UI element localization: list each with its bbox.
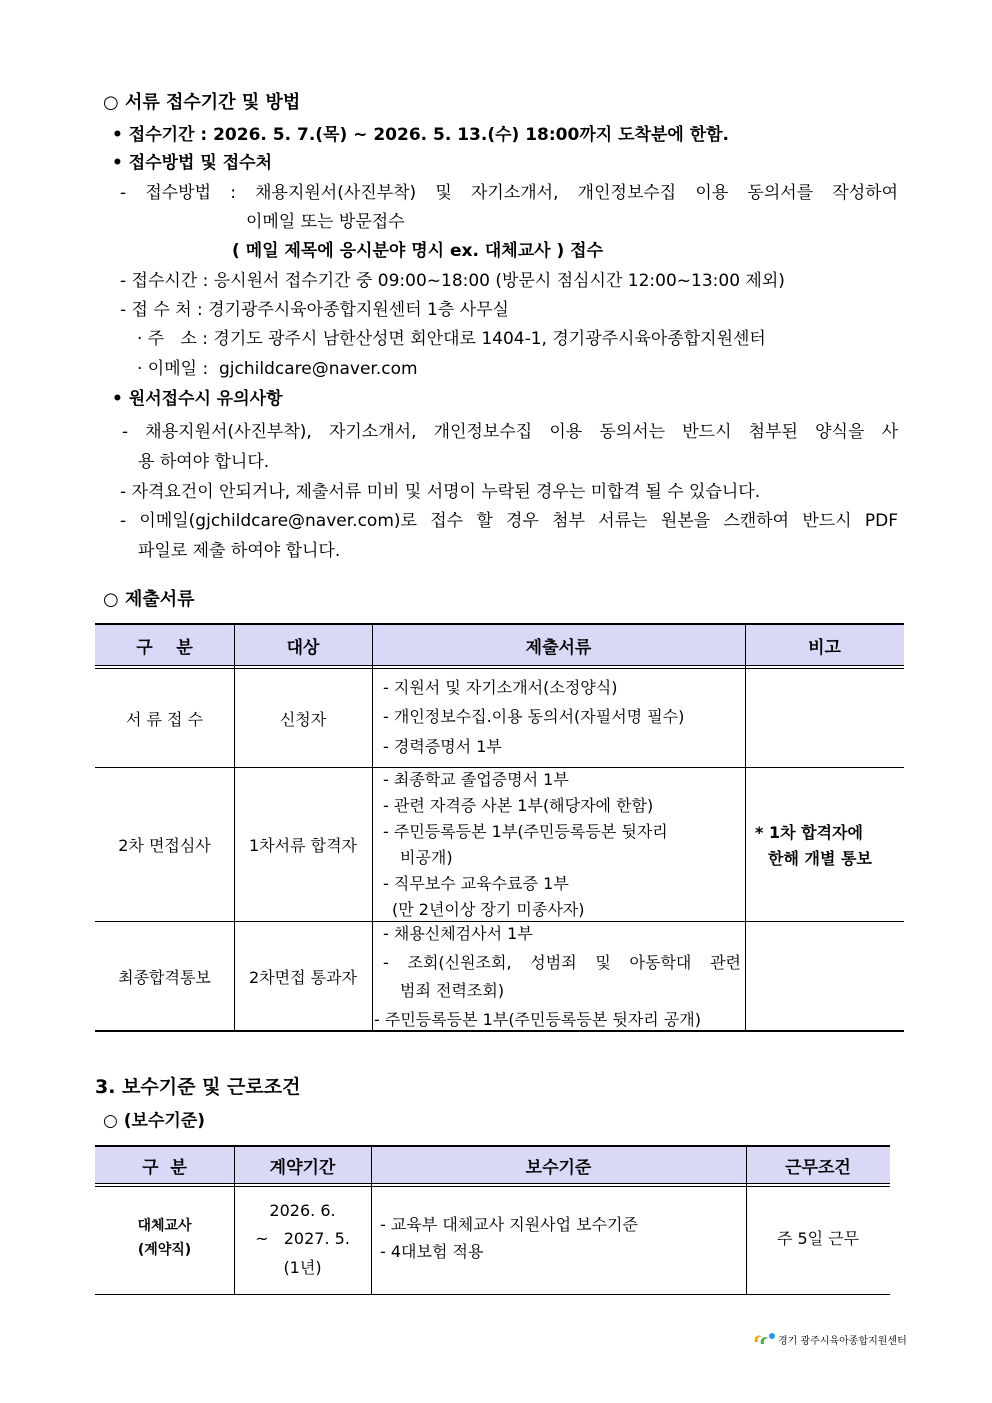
row1-category: 서 류 접 수 (125, 709, 204, 729)
pay-header-standard: 보수기준 (371, 1146, 746, 1184)
pay-category-2: (계약직) (137, 1242, 192, 1258)
row1-doc-1: - 지원서 및 자기소개서(소정양식) (383, 678, 618, 697)
pay-condition: 주 5일 근무 (776, 1229, 860, 1248)
row3-category: 최종합격통보 (118, 967, 211, 987)
footer-org-name: 경기 광주시육아종합지원센터 (778, 1335, 907, 1347)
pay-period-1: 2026. 6. (269, 1201, 336, 1220)
method-line-1: - 접수방법 : 채용지원서(사진부착) 및 자기소개서, 개인정보수집 이용 동의서를 작성하여 (120, 183, 898, 203)
row3-doc-2: - 조회(신원조회, 성범죄 및 아동학대 관련 (383, 953, 741, 972)
row2-note-1: * 1차 합격자에 (755, 823, 863, 842)
row3-doc-3: 범죄 전력조회) (400, 981, 505, 1000)
pay-header-condition: 근무조건 (746, 1146, 890, 1184)
footer-logo (752, 1330, 907, 1348)
pay-category-1: 대체교사 (137, 1218, 192, 1234)
method-line-3: ( 메일 제목에 응시분야 명시 ex. 대체교사 ) 접수 (232, 241, 604, 261)
pay-header-category: 구 분 (95, 1146, 234, 1184)
pay-standard-2: - 4대보험 적용 (380, 1242, 484, 1261)
notice-line-3b: 파일로 제출 하여야 합니다. (138, 541, 341, 561)
row2-doc-4: 비공개) (400, 848, 453, 867)
row2-category: 2차 면접심사 (118, 836, 211, 855)
row2-doc-3: - 주민등록등본 1부(주민등록등본 뒷자리 (383, 822, 668, 841)
email-line: · 이메일 : gjchildcare@naver.com (137, 359, 418, 379)
time-line: - 접수시간 : 응시원서 접수기간 중 09:00~18:00 (방문시 점심시간 12:00~13:00 제외) (120, 271, 785, 291)
submit-section-title: ○ 제출서류 (103, 589, 195, 610)
submit-header-category: 구 분 (95, 624, 234, 666)
pay-period-3: (1년) (283, 1258, 322, 1277)
place-line: - 접 수 처 : 경기광주시육아종합지원센터 1층 사무실 (120, 300, 509, 320)
row1-doc-3: - 경력증명서 1부 (383, 737, 502, 756)
row2-doc-2: - 관련 자격증 사본 1부(해당자에 한함) (383, 796, 654, 815)
period-line: • 접수기간 : 2026. 5. 7.(목) ~ 2026. 5. 13.(수) 18:00까지 도착분에 한함. (112, 125, 730, 145)
row3-target: 2차면접 통과자 (248, 967, 357, 987)
row2-doc-1: - 최종학교 졸업증명서 1부 (383, 770, 569, 789)
pay-period-2: ~ 2027. 5. (255, 1229, 350, 1248)
pay-sub-title: ○ (보수기준) (103, 1111, 205, 1131)
submit-header-docs: 제출서류 (372, 624, 745, 666)
row3-doc-1: - 채용신체검사서 1부 (383, 924, 533, 943)
notice-line-3a: - 이메일(gjchildcare@naver.com)로 접수 할 경우 첨부 서류는 원본을 스캔하여 반드시 PDF (120, 511, 898, 531)
address-line: · 주 소 : 경기도 광주시 남한산성면 회안대로 1404-1, 경기광주시육아종합지원센터 (137, 329, 766, 349)
center-logo-icon (752, 1330, 776, 1348)
row2-doc-6: (만 2년이상 장기 미종사자) (392, 900, 585, 919)
row3-doc-4: - 주민등록등본 1부(주민등록등본 뒷자리 공개) (374, 1010, 701, 1029)
row1-doc-2: - 개인정보수집.이용 동의서(자필서명 필수) (383, 707, 685, 726)
pay-section-title: 3. 보수기준 및 근로조건 (95, 1076, 301, 1098)
doc-section-title: ○ 서류 접수기간 및 방법 (103, 92, 301, 113)
method-line-2: 이메일 또는 방문접수 (246, 212, 405, 232)
submit-header-target: 대상 (234, 624, 372, 666)
row1-target: 신청자 (279, 709, 327, 729)
pay-standard-1: - 교육부 대체교사 지원사업 보수기준 (380, 1215, 638, 1234)
row2-doc-5: - 직무보수 교육수료증 1부 (383, 874, 569, 893)
notice-line-1a: - 채용지원서(사진부착), 자기소개서, 개인정보수집 이용 동의서는 반드시 첨부된 양식을 사 (122, 422, 898, 442)
method-heading: • 접수방법 및 접수처 (112, 153, 272, 173)
submit-header-note: 비고 (745, 624, 904, 666)
notice-line-2: - 자격요건이 안되거나, 제출서류 미비 및 서명이 누락된 경우는 미합격 될 수 있습니다. (120, 482, 761, 502)
row2-note-2: 한해 개별 통보 (768, 849, 872, 868)
notice-heading: • 원서접수시 유의사항 (112, 389, 283, 409)
row2-target: 1차서류 합격자 (248, 836, 357, 855)
notice-line-1b: 용 하여야 합니다. (138, 452, 270, 472)
pay-header-period: 계약기간 (234, 1146, 371, 1184)
